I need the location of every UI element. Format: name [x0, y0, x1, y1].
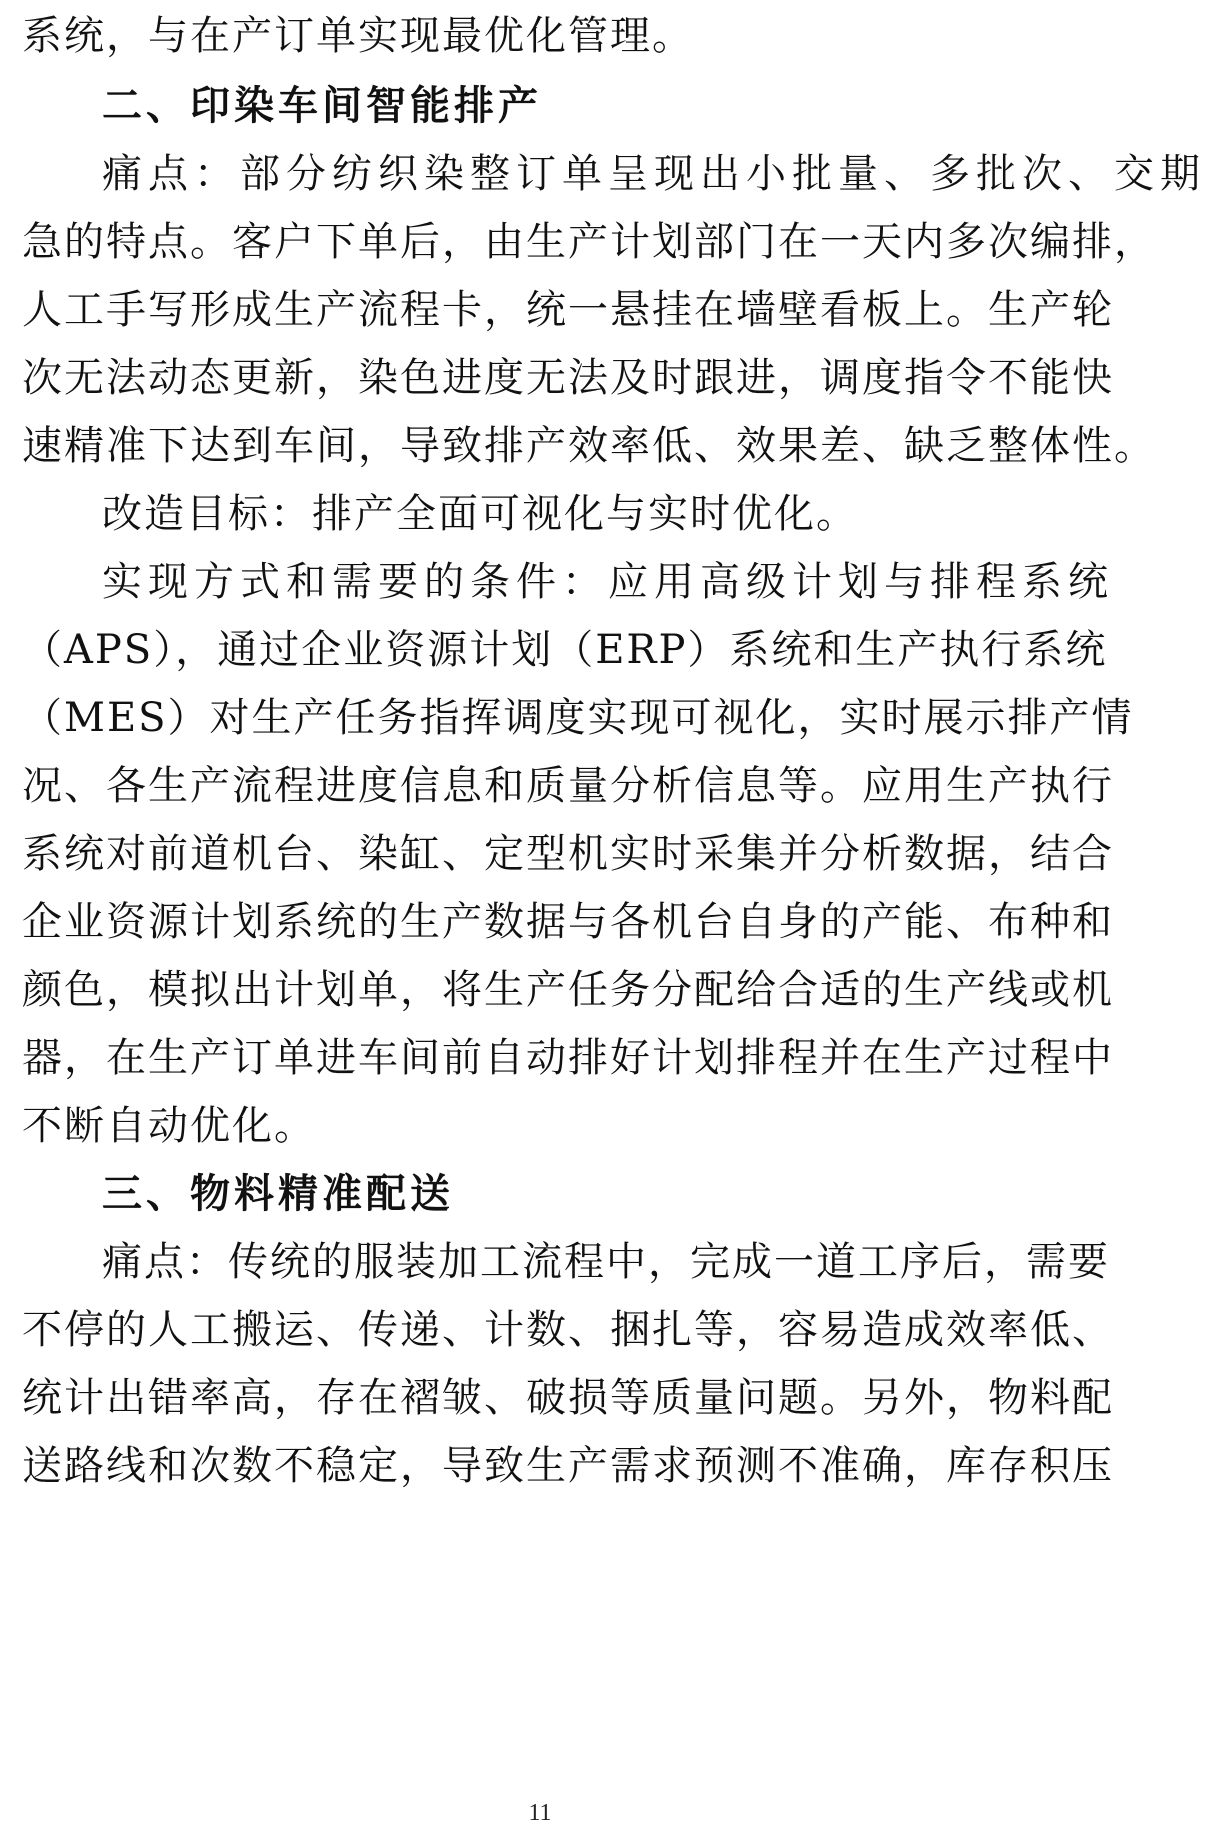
body-text-line: 颜色，模拟出计划单，将生产任务分配给合适的生产线或机: [22, 967, 1114, 1013]
body-text-line: 次无法动态更新，染色进度无法及时跟进，调度指令不能快: [22, 355, 1114, 401]
body-text-line: 痛点：传统的服装加工流程中，完成一道工序后，需要: [102, 1239, 1110, 1285]
body-text-line: 改造目标：排产全面可视化与实时优化。: [102, 491, 858, 537]
body-text-line: 不停的人工搬运、传递、计数、捆扎等，容易造成效率低、: [22, 1307, 1114, 1353]
body-text-line: 况、各生产流程进度信息和质量分析信息等。应用生产执行: [22, 763, 1114, 809]
page-number: 11: [528, 1800, 552, 1826]
body-text-line: 统计出错率高，存在褶皱、破损等质量问题。另外，物料配: [22, 1375, 1114, 1421]
body-text-line: （MES）对生产任务指挥调度实现可视化，实时展示排产情: [22, 695, 1134, 741]
body-text-line: 器，在生产订单进车间前自动排好计划排程并在生产过程中: [22, 1035, 1114, 1081]
body-text-line: 系统，与在产订单实现最优化管理。: [22, 13, 694, 59]
body-text-line: 送路线和次数不稳定，导致生产需求预测不准确，库存积压: [22, 1443, 1114, 1489]
body-text-line: 速精准下达到车间，导致排产效率低、效果差、缺乏整体性。: [22, 423, 1156, 469]
body-text-line: 不断自动优化。: [22, 1103, 316, 1149]
body-text-line: 人工手写形成生产流程卡，统一悬挂在墙壁看板上。生产轮: [22, 287, 1114, 333]
body-text-line: 痛点：部分纺织染整订单呈现出小批量、多批次、交期: [102, 151, 1206, 197]
body-text-line: 系统对前道机台、染缸、定型机实时采集并分析数据，结合: [22, 831, 1114, 877]
body-text-line: 企业资源计划系统的生产数据与各机台自身的产能、布种和: [22, 899, 1114, 945]
section-heading-intelligent-scheduling: 二、印染车间智能排产: [102, 83, 542, 129]
body-text-line: 急的特点。客户下单后，由生产计划部门在一天内多次编排，: [22, 219, 1156, 265]
body-text-line: 实现方式和需要的条件：应用高级计划与排程系统: [102, 559, 1114, 605]
section-heading-material-delivery: 三、物料精准配送: [102, 1171, 454, 1217]
body-text-line: （APS），通过企业资源计划（ERP）系统和生产执行系统: [22, 627, 1108, 673]
